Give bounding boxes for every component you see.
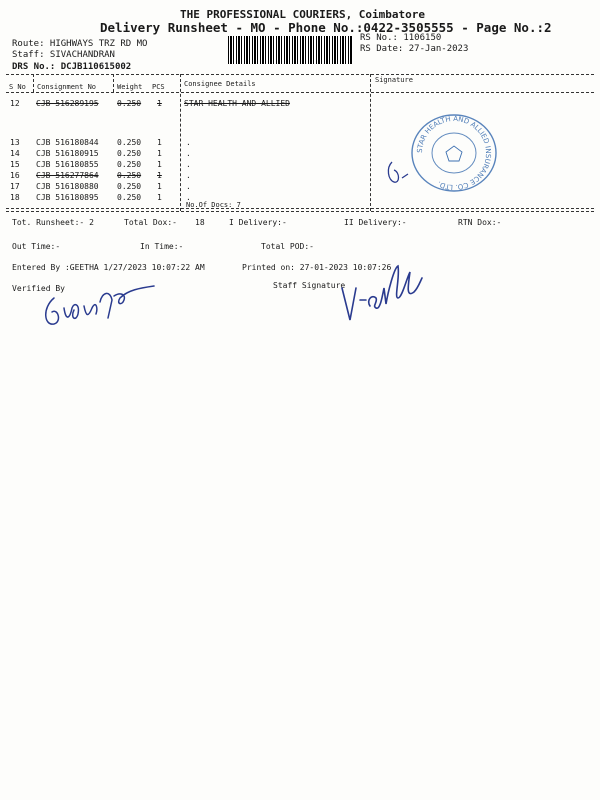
col-header-pcs: PCS xyxy=(152,83,165,91)
entered-by: Entered By :GEETHA 1/27/2023 10:07:22 AM xyxy=(12,263,205,272)
row-weight: 0.250 xyxy=(117,160,142,169)
row-consignment: CJB 516289195 xyxy=(36,99,99,108)
staff-signature xyxy=(336,258,426,326)
row-consignee: . xyxy=(186,138,191,147)
row-sno: 14 xyxy=(10,149,20,158)
table-row xyxy=(0,182,600,193)
col-header-weight: Weight xyxy=(117,83,143,91)
runsheet-title: Delivery Runsheet - MO - Phone No.:0422-3505555 - Page No.:2 xyxy=(100,20,552,35)
row-sno: 17 xyxy=(10,182,20,191)
route-label: Route: HIGHWAYS TRZ RD MO xyxy=(12,39,148,49)
barcode xyxy=(228,36,353,64)
col-header-signature: Signature xyxy=(375,76,413,84)
no-of-docs: No.Of Docs: 7 xyxy=(186,201,241,209)
table-row xyxy=(0,149,600,160)
row-weight: 0.250 xyxy=(117,171,142,180)
divider xyxy=(6,92,594,93)
row-pcs: 1 xyxy=(157,193,162,202)
row-pcs: 1 xyxy=(157,149,162,158)
company-stamp xyxy=(408,112,500,194)
col-header-sno: S No xyxy=(9,83,26,91)
total-pod: Total POD:- xyxy=(261,242,314,251)
row-pcs: 1 xyxy=(157,160,162,169)
row-pcs: 1 xyxy=(157,99,162,108)
row-consignee: . xyxy=(186,193,191,202)
svg-text:STAR HEALTH AND ALLIED INSURAN xyxy=(416,115,492,191)
column-divider xyxy=(113,74,114,92)
divider xyxy=(6,74,594,75)
row-weight: 0.250 xyxy=(117,182,142,191)
rs-date: RS Date: 27-Jan-2023 xyxy=(360,44,469,54)
printed-on: Printed on: 27-01-2023 10:07:26 xyxy=(242,263,392,272)
row-pcs: 1 xyxy=(157,138,162,147)
row-consignee: . xyxy=(186,149,191,158)
row-consignee: . xyxy=(186,160,191,169)
table-row xyxy=(0,160,600,171)
table-row xyxy=(0,171,600,182)
row-weight: 0.250 xyxy=(117,99,142,108)
row-consignment: CJB 516180844 xyxy=(36,138,99,147)
row-sno: 18 xyxy=(10,193,20,202)
row-pcs: 1 xyxy=(157,171,162,180)
table-row xyxy=(0,138,600,149)
total-dox-label: Total Dox:- xyxy=(124,218,177,227)
staff-label: Staff: SIVACHANDRAN xyxy=(12,50,115,60)
col-header-consignment: Consignment No xyxy=(37,83,97,91)
row-consignment: CJB 516180855 xyxy=(36,160,99,169)
row-consignee: . xyxy=(186,182,191,191)
row-sno: 13 xyxy=(10,138,20,147)
row-sno: 15 xyxy=(10,160,20,169)
stamp-text: STAR HEALTH AND ALLIED INSURANCE CO. LTD. xyxy=(415,114,493,192)
row-weight: 0.250 xyxy=(117,193,142,202)
staff-signature-label: Staff Signature xyxy=(273,281,346,290)
row-consignee: . xyxy=(186,171,191,180)
rs-number: RS No.: 1106150 xyxy=(360,33,442,43)
table-row xyxy=(0,99,600,110)
table-row xyxy=(0,193,600,204)
drs-number: DRS No.: DCJB110615002 xyxy=(12,62,132,72)
row-consignee: STAR HEALTH AND ALLIED xyxy=(184,99,290,108)
divider xyxy=(6,211,594,212)
i-delivery: I Delivery:- xyxy=(229,218,287,227)
tot-runsheet: Tot. Runsheet:- 2 xyxy=(12,218,94,227)
row-weight: 0.250 xyxy=(117,149,142,158)
company-title: THE PROFESSIONAL COURIERS, Coimbatore xyxy=(180,8,426,21)
row-consignment: CJB 516180880 xyxy=(36,182,99,191)
verified-by: Verified By xyxy=(12,284,65,293)
row-pcs: 1 xyxy=(157,182,162,191)
verifier-signature xyxy=(40,278,160,334)
row-weight: 0.250 xyxy=(117,138,142,147)
divider xyxy=(6,208,594,209)
row-sno: 16 xyxy=(10,171,20,180)
row-sno: 12 xyxy=(10,99,20,108)
total-dox-value: 18 xyxy=(195,218,205,227)
row-consignment: CJB 516180895 xyxy=(36,193,99,202)
handwritten-mark xyxy=(384,156,412,190)
row-consignment: CJB 516180915 xyxy=(36,149,99,158)
ii-delivery: II Delivery:- xyxy=(344,218,407,227)
row-consignment: CJB 516277864 xyxy=(36,171,99,180)
column-divider xyxy=(33,74,34,92)
col-header-consignee: Consignee Details xyxy=(184,80,256,88)
in-time: In Time:- xyxy=(140,242,184,251)
rtn-dox: RTN Dox:- xyxy=(458,218,502,227)
out-time: Out Time:- xyxy=(12,242,61,251)
